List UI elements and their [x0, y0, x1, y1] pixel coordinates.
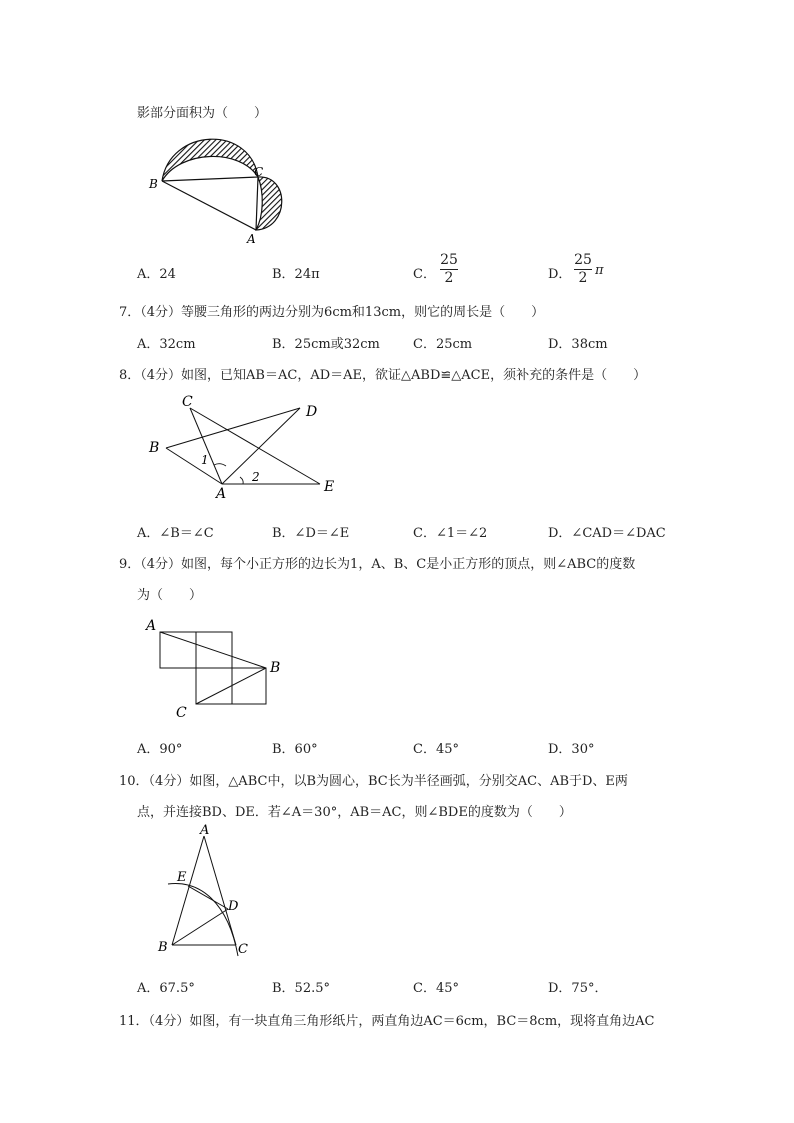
q8-option-b: B．∠D＝∠E [272, 526, 350, 541]
q6-option-d-fraction [574, 252, 592, 287]
q6-figure [140, 130, 300, 248]
q7-stem: 7．（4分）等腰三角形的两边分别为6cm和13cm，则它的周长是（ ） [119, 305, 545, 320]
q6-label-b: B [149, 177, 158, 191]
q8-label-e: E [324, 479, 335, 495]
q11-stem-line1: 11．（4分）如图，有一块直角三角形纸片，两直角边AC＝6cm，BC＝8cm，现将直角边AC [119, 1014, 655, 1029]
q6-option-d-prefix: D． [548, 267, 572, 282]
q6-option-d-suffix: π [595, 263, 604, 278]
q6-lune-bc [162, 139, 258, 181]
q9-stem-line2: 为（ ） [137, 588, 203, 603]
q6-option-b: B．24π [272, 267, 320, 282]
q6-option-c-numerator: 25 [440, 252, 458, 268]
q10-option-c: C．45° [413, 981, 459, 996]
q10-label-e: E [177, 870, 187, 885]
q6-stem-tail: 影部分面积为（ ） [137, 106, 268, 121]
q7-option-a: A．32cm [137, 337, 196, 352]
q8-label-b: B [149, 440, 160, 456]
q9-option-d: D．30° [548, 742, 595, 757]
q6-option-d-numerator: 25 [574, 252, 592, 268]
q8-angle-2: 2 [252, 470, 260, 484]
q8-option-a: A．∠B＝∠C [137, 526, 214, 541]
q9-figure [140, 610, 290, 725]
q8-option-d: D．∠CAD＝∠DAC [548, 526, 666, 541]
q10-stem-line2: 点，并连接BD、DE．若∠A＝30°，AB＝AC，则∠BDE的度数为（ ） [137, 805, 572, 820]
q9-stem-line1: 9．（4分）如图，每个小正方形的边长为1，A、B、C是小正方形的顶点，则∠ABC的度数 [119, 557, 636, 572]
q8-label-a: A [216, 486, 227, 502]
q10-label-c: C [238, 942, 248, 957]
q8-label-c: C [182, 394, 193, 410]
q10-option-b: B．52.5° [272, 981, 330, 996]
q9-label-b: B [270, 660, 281, 676]
q6-lune-ca [256, 177, 282, 230]
q7-option-b: B．25cm或32cm [272, 337, 380, 352]
q7-option-c: C．25cm [413, 337, 473, 352]
q6-option-c-fraction [440, 252, 458, 287]
q10-label-b: B [158, 940, 168, 955]
q9-option-b: B．60° [272, 742, 318, 757]
q10-stem-line1: 10．（4分）如图，△ABC中，以B为圆心，BC长为半径画弧，分别交AC、AB于D、E两 [119, 774, 628, 789]
q10-label-a: A [200, 823, 210, 838]
q10-label-d: D [228, 899, 239, 914]
q6-option-c-prefix: C． [413, 267, 436, 282]
q6-option-c-denominator: 2 [444, 270, 454, 286]
q8-angle-1: 1 [201, 453, 209, 467]
q6-label-c: C [254, 165, 264, 179]
q10-option-a: A．67.5° [137, 981, 195, 996]
q9-option-c: C．45° [413, 742, 459, 757]
q8-label-d: D [306, 404, 318, 420]
q8-option-c: C．∠1＝∠2 [413, 526, 488, 541]
q9-label-c: C [176, 705, 187, 721]
q10-figure [150, 822, 260, 962]
q8-figure [140, 392, 350, 502]
q6-option-a: A．24 [137, 267, 176, 282]
q9-label-a: A [146, 618, 157, 634]
q9-option-a: A．90° [137, 742, 183, 757]
q7-option-d: D．38cm [548, 337, 608, 352]
q6-option-d-denominator: 2 [578, 270, 588, 286]
q6-label-a: A [247, 232, 256, 246]
q8-stem: 8．（4分）如图，已知AB＝AC，AD＝AE，欲证△ABD≌△ACE，须补充的条件是（ ） [119, 368, 647, 383]
q10-option-d: D．75°． [548, 981, 608, 996]
